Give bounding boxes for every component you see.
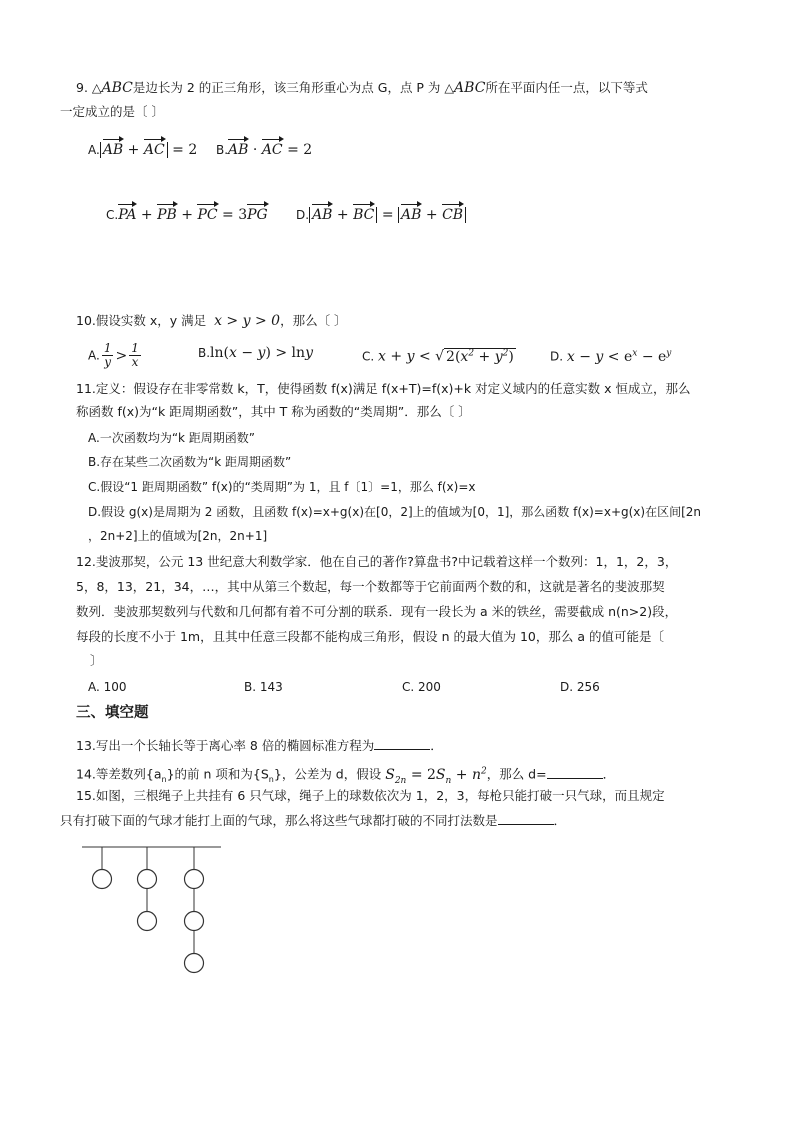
q9-stem-line1: 9. △ABC是边长为 2 的正三角形，该三角形重心为点 G，点 P 为 △ABC所在平面内任一点，以下等式 [76,80,648,96]
q10-option-d: D. $x - y < e^x - e^y$ [550,348,672,365]
q10-option-a: A. $\frac{1}{y}$ > $\frac{1}{x}$ [88,341,139,369]
q9-stem-line2: 一定成立的是〔 〕 [60,104,164,119]
q11-stem-line1: 11.定义：假设存在非零常数 k，T，使得函数 f(x)满足 f(x+T)=f(x)+k 对定义域内的任意实数 x 恒成立，那么 [76,381,691,396]
balloon-rope2-2 [138,912,157,931]
q13-stem: 13.写出一个长轴长等于离心率 8 倍的椭圆标准方程为 ． [76,735,443,757]
q12-stem-line4: 每段的长度不小于 1m，且其中任意三段都不能构成三角形，假设 n 的最大值为 10，那么 a 的值可能是〔 [76,629,664,644]
balloon-rope3-2 [185,912,204,931]
q11-option-c: C.假设“1 距周期函数” f(x)的“类周期”为 1，且 f〔1〕=1，那么 f(x)=x [88,480,476,494]
q9-option-c: C.PA + PB + PC = 3PG [106,202,268,225]
balloon-rope3-3 [185,954,204,973]
q12-stem-line3: 数列．斐波那契数列与代数和几何都有着不可分割的联系．现有一段长为 a 米的铁丝，需要截成 n(n>2)段， [76,604,678,619]
q11-option-d-line2: ，2n+2]上的值域为[2n，2n+1] [88,529,268,543]
q12-option-a: A. 100 [88,680,127,694]
q12-option-c: C. 200 [402,680,441,694]
q12-stem-line2: 5，8，13，21，34，…，其中从第三个数起，每一个数都等于它前面两个数的和，这就是著名的斐波那契 [76,579,665,594]
q9-option-b: B.AB · AC = 2 [216,137,312,160]
balloon-rope2-1 [138,870,157,889]
q14-stem: 14.等差数列$\{a_n\}$的前 n 项和为$\{S_n\}$，公差为 d，假设 $S_{2n} = 2S_n + n^2$，那么 d= ． [76,760,615,791]
q10-stem: 10.假设实数 x，y 满足 x > y > 0，那么〔 〕 [76,313,347,329]
q15-stem-line1: 15.如图，三根绳子上共挂有 6 只气球，绳子上的球数依次为 1，2，3，每枪只能打破一只气球，而且规定 [76,788,665,803]
q12-option-d: D. 256 [560,680,600,694]
q12-option-b: B. 143 [244,680,283,694]
q10-option-c: C. x + y < √ $2(x^2 + y^2)$ [362,348,514,365]
balloon-rope3-1 [185,870,204,889]
q10-option-b: B.ln(x − y) > lny [198,345,313,361]
q15-stem-line2: 只有打破下面的气球才能打上面的气球，那么将这些气球都打破的不同打法数是 ． [60,810,566,832]
q9-option-d: D. AB + BC = AB + CB [296,202,466,225]
q12-stem-line5: 〕 [90,653,103,668]
q11-option-a: A.一次函数均为“k 距周期函数” [88,431,256,445]
q11-stem-line2: 称函数 f(x)为“k 距周期函数”，其中 T 称为函数的“类周期”．那么〔 〕 [76,404,471,419]
balloon-rope1-1 [93,870,112,889]
q12-stem-line1: 12.斐波那契，公元 13 世纪意大利数学家．他在自己的著作?算盘书?中记载着这样一个数列：1，1，2，3， [76,554,678,569]
q9-option-a: A. AB + AC = 2 [88,137,197,160]
q11-option-d-line1: D.假设 g(x)是周期为 2 函数，且函数 f(x)=x+g(x)在[0，2]上的值域为[0，1]，那么函数 f(x)=x+g(x)在区间[2n [88,505,701,519]
q11-option-b: B.存在某些二次函数为“k 距周期函数” [88,455,292,469]
section-heading-fill-in: 三、填空题 [76,705,149,721]
